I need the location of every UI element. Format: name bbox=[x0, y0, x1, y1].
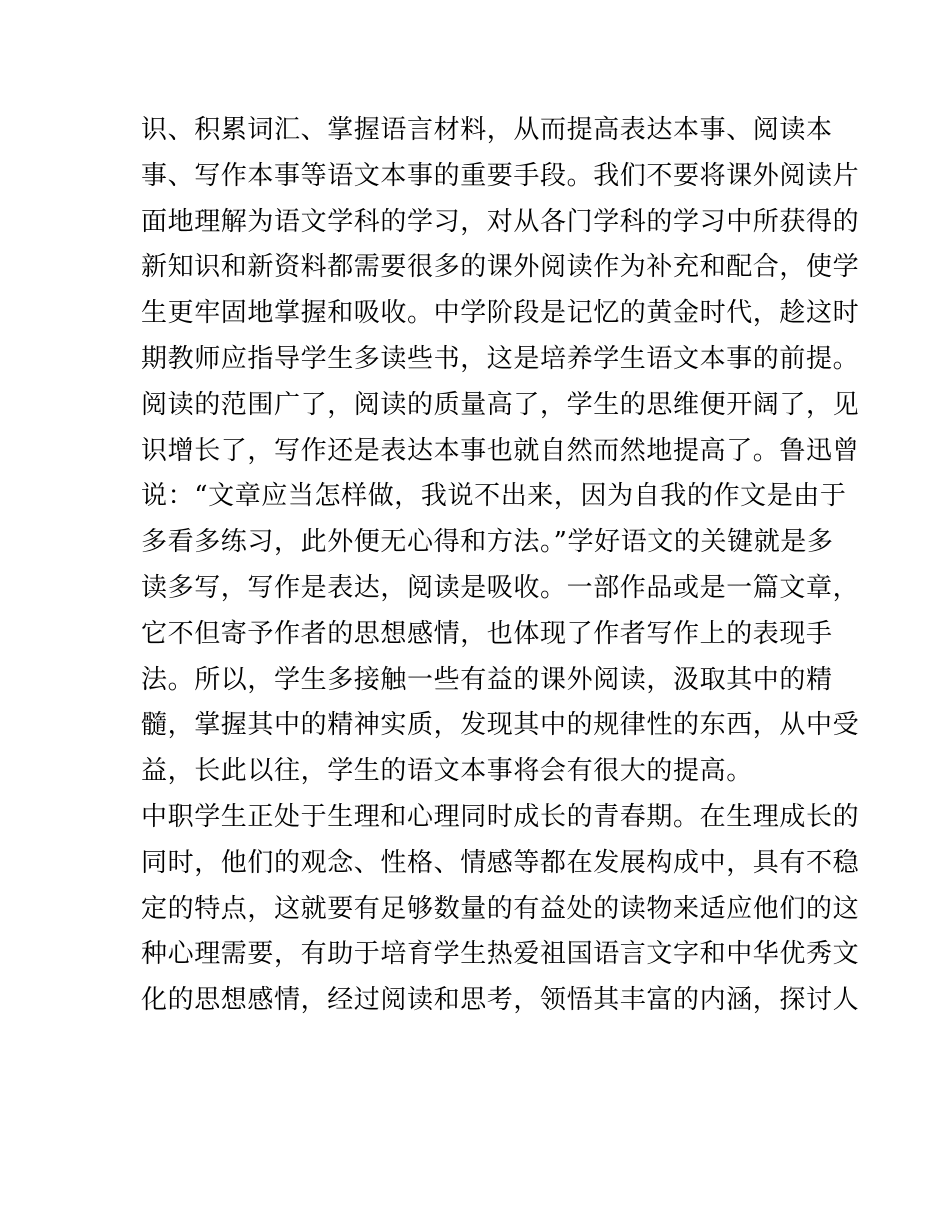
text-line-7: 阅读的范围广了，阅读的质量高了，学生的思维便开阔了，见 bbox=[141, 389, 860, 420]
text-line-17: 同时，他们的观念、性格、情感等都在发展构成中，具有不稳 bbox=[141, 847, 860, 878]
text-line-8: 识增长了，写作还是表达本事也就自然而然地提高了。鲁迅曾 bbox=[141, 435, 860, 466]
text-line-9: 说：“文章应当怎样做，我说不出来，因为自我的作文是由于 bbox=[141, 481, 847, 512]
text-line-10: 多看多练习，此外便无心得和方法。”学好语文的关键就是多 bbox=[141, 527, 834, 558]
text-line-4: 新知识和新资料都需要很多的课外阅读作为补充和配合，使学 bbox=[141, 252, 860, 283]
text-line-1: 识、积累词汇、掌握语言材料，从而提高表达本事、阅读本 bbox=[141, 115, 833, 145]
body-text bbox=[141, 108, 860, 1024]
text-line-15: 益，长此以往，学生的语文本事将会有很大的提高。 bbox=[141, 756, 753, 787]
text-line-14: 髓，掌握其中的精神实质，发现其中的规律性的东西，从中受 bbox=[141, 710, 860, 741]
text-line-16: 中职学生正处于生理和心理同时成长的青春期。在生理成长的 bbox=[141, 801, 860, 832]
text-line-12: 它不但寄予作者的思想感情，也体现了作者写作上的表现手 bbox=[141, 618, 833, 649]
text-line-6: 期教师应指导学生多读些书，这是培养学生语文本事的前提。 bbox=[141, 343, 860, 374]
text-line-2: 事、写作本事等语文本事的重要手段。我们不要将课外阅读片 bbox=[141, 160, 860, 191]
text-line-11: 读多写，写作是表达，阅读是吸收。一部作品或是一篇文章， bbox=[141, 572, 860, 603]
text-line-3: 面地理解为语文学科的学习，对从各门学科的学习中所获得的 bbox=[141, 206, 860, 237]
text-line-13: 法。所以，学生多接触一些有益的课外阅读，汲取其中的精 bbox=[141, 664, 833, 695]
text-line-18: 定的特点，这就要有足够数量的有益处的读物来适应他们的这 bbox=[141, 893, 860, 924]
text-line-5: 生更牢固地掌握和吸收。中学阶段是记忆的黄金时代，趁这时 bbox=[141, 298, 860, 329]
text-line-20: 化的思想感情，经过阅读和思考，领悟其丰富的内涵，探讨人 bbox=[141, 985, 860, 1016]
text-line-19: 种心理需要，有助于培育学生热爱祖国语言文字和中华优秀文 bbox=[141, 939, 860, 970]
